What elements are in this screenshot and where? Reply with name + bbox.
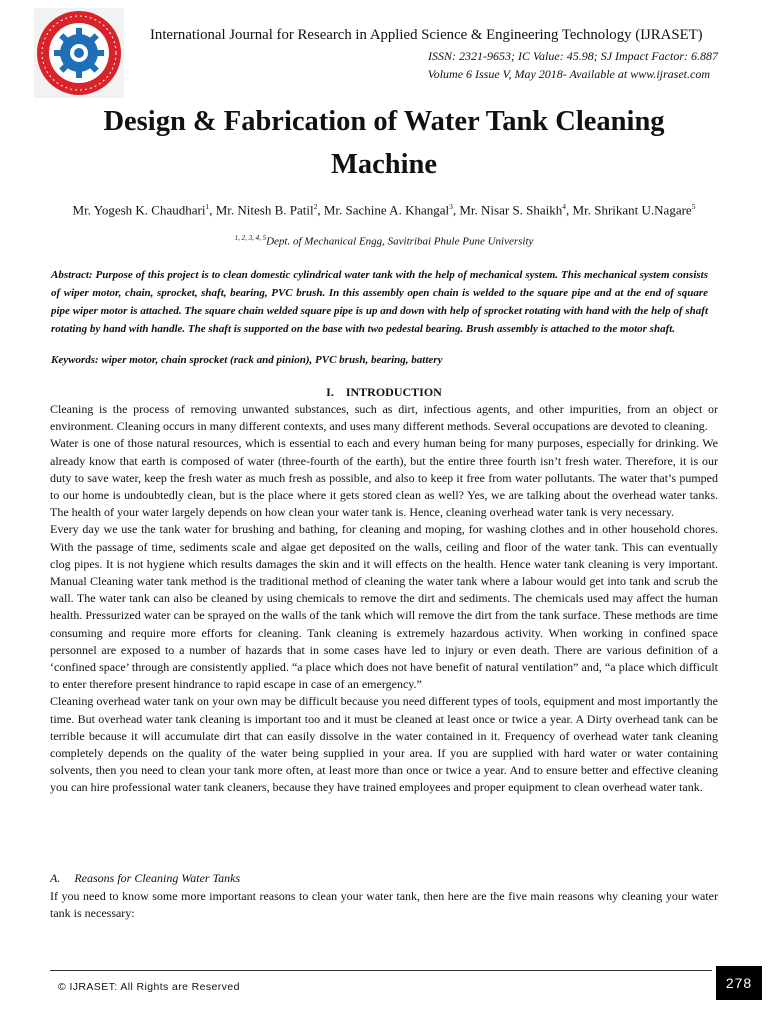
author-name: Mr. Nisar S. Shaikh (459, 202, 563, 218)
author-name: Mr. Shrikant U.Nagare (572, 202, 692, 218)
footer-divider (50, 970, 712, 971)
author-name: Mr. Nitesh B. Patil (215, 202, 314, 218)
section-heading (0, 385, 768, 400)
paragraph: Every day we use the tank water for brushing and bathing, for cleaning and moping, for washing clothes and in other household chores. With the passage of time, sediments scale and algae get deposited on the walls, ceiling and floor of the water tank. This can eventually clog pipes. It is not hygiene which results damages the skin and it will effects on the health. Hence water tank cleaning is very important. Manual Cleaning water tank method is the traditional method of cleaning the water tank where a labour would get into tank and scrub the wall. The water tank can also be cleaned by using chemicals to remove the dirt and sediments. The chemicals used may affect the human health. Pressurized water can be sprayed on the walls of the tank which will remove the dirt from the tank surface. These methods are time consuming and require more efforts for cleaning. Tank cleaning is extremely hazardous activity. When working in confined space personnel are exposed to a number of hazards that in some cases have led to injury or even death. There are various definition of a ‘confined space’ through are consistently applied. “a place which does not have benefit of natural ventilation” and, “a place which difficult to enter therefore present hindrance to rapid escape in case of an emergency.” (50, 522, 718, 692)
paragraph: If you need to know some more important reasons to clean your water tank, then here are the five main reasons why cleaning your water tank is necessary: (50, 889, 718, 921)
footer-copyright: © IJRASET: All Rights are Reserved (58, 981, 240, 993)
affiliation-text: Dept. of Mechanical Engg, Savitribai Phule Pune University (266, 235, 534, 248)
paper-title: Design & Fabrication of Water Tank Cleaning Machine (103, 106, 665, 180)
journal-volume: Volume 6 Issue V, May 2018- Available at www.ijraset.com (427, 67, 710, 81)
author-name: Mr. Yogesh K. Chaudhari (72, 202, 206, 218)
section-number: I. (326, 385, 334, 399)
author-sup: 3 (449, 202, 453, 211)
author-sup: 1 (205, 202, 210, 211)
affiliation (50, 234, 718, 248)
subsection-heading (50, 871, 240, 886)
author-list: Mr. Yogesh K. Chaudhari$^1$, Mr. Nitesh B. Patil$^2$, Mr. Sachine A. Khangal$^3$, Mr. Nisar S. Shaikh$^4$, Mr. Shrikant U.Nagare$^5$ (72, 202, 696, 218)
abstract: Abstract: Purpose of this project is to clean domestic cylindrical water tank with the help of mechanical system. This mechanical system consists of wiper motor, chain, sprocket, shaft, bearing, PVC brush. In this assembly open chain is welded to the square pipe and at the end of square pipe wiper motor is attached. The square chain welded square pipe is up and down with help of sprocket rotating with hand with the help of shaft rotating by hand with handle. The shaft is supported on the base with two pedestal bearing. Brush assembly is attached to the motor shaft. (51, 269, 708, 336)
author-name: Mr. Sachine A. Khangal (323, 202, 450, 218)
keywords: Keywords: wiper motor, chain sprocket (rack and pinion), PVC brush, bearing, battery (51, 354, 443, 366)
author-sup: 5 (691, 202, 696, 211)
paragraph: Water is one of those natural resources, which is essential to each and every human being for many purposes, especially for drinking. We already know that earth is composed of water (three-fourth of the earth), but the entire three fourth isn’t fresh water. Therefore, it is our duty to save water, keep the fresh water as much fresh as possible, and also to keep it free from water pollutants. The water that’s pumped to our home is undoubtedly clean, but is the place where it gets stored clean as well? Yes, we are talking about the overhead water tanks. The health of your water largely depends on how clean your water tank is. Hence, cleaning overhead water tank is very necessary. (50, 436, 718, 520)
paragraph: Cleaning overhead water tank on your own may be difficult because you need different types of tools, equipment and most importantly the time. But overhead water tank cleaning is important too and it must be cleaned at least once or twice a year. A Dirty overhead tank can be terrible because it will accumulate dirt that can easily dissolve in the water contained in it. Frequency of overhead water tank cleaning completely depends on the quality of the water being supplied in your area. If you are supplied with hard water or water containing solvents, then you need to clean your tank more often, at least more than once or twice a year. And to ensure better and effective cleaning you can hire professional water tank cleaners, because they have trained employees and proper equipment to clean overhead water tank. (50, 694, 718, 795)
affiliation-sup: 1, 2, 3, 4, 5 (234, 234, 267, 242)
subsection-title: Reasons for Cleaning Water Tanks (74, 871, 241, 885)
author-sup: 4 (562, 202, 567, 211)
journal-name: International Journal for Research in Applied Science & Engineering Technology (IJRASET) (150, 27, 703, 43)
paragraph: Cleaning is the process of removing unwanted substances, such as dirt, infectious agents, and other impurities, from an object or environment. Cleaning occurs in many different contexts, and uses many different methods. Several occupations are devoted to cleaning. (50, 402, 718, 434)
subsection-label: A. (50, 871, 61, 885)
section-body (50, 401, 718, 797)
section-title: INTRODUCTION (345, 385, 442, 399)
journal-issn: ISSN: 2321-9653; IC Value: 45.98; SJ Impact Factor: 6.887 (428, 49, 718, 63)
journal-logo-icon (34, 8, 124, 98)
page-number: 278 (716, 966, 762, 1000)
author-sup: 2 (313, 202, 318, 211)
